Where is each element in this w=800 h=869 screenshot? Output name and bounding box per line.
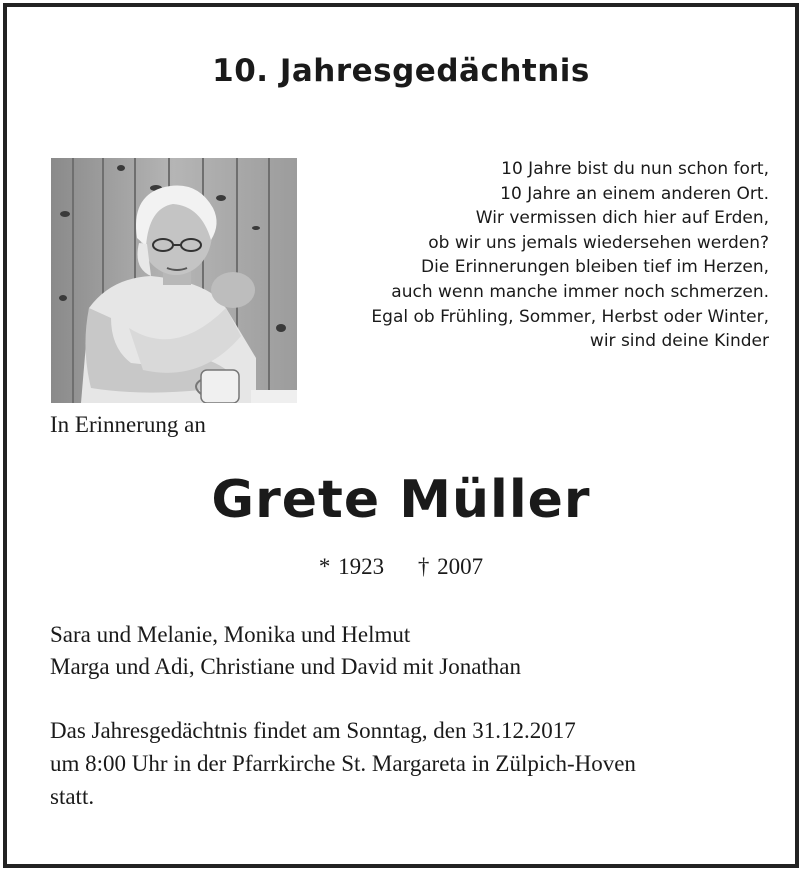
deceased-name: Grete Müller — [211, 470, 591, 530]
family-line: Sara und Melanie, Monika und Helmut — [50, 622, 411, 647]
poem-line: Egal ob Frühling, Sommer, Herbst oder Winter, — [371, 306, 769, 327]
poem-line: Wir vermissen dich hier auf Erden, — [475, 208, 769, 229]
memory-line: In Erinnerung an — [50, 412, 206, 437]
family-line: Marga und Adi, Christiane und David mit Jonathan — [50, 654, 522, 679]
notice-frame — [3, 3, 799, 868]
poem-line: wir sind deine Kinder — [589, 331, 769, 352]
family-names — [50, 619, 521, 683]
birth-year: * 1923 — [318, 554, 385, 579]
poem-line: 10 Jahre an einem anderen Ort. — [500, 183, 769, 204]
death-year: † 2007 — [417, 554, 484, 579]
poem-line: ob wir uns jemals wiedersehen werden? — [428, 232, 769, 253]
service-info — [50, 714, 770, 813]
service-line: statt. — [50, 784, 95, 809]
notice-heading: 10. Jahresgedächtnis — [212, 53, 590, 89]
poem-line: auch wenn manche immer noch schmerzen. — [391, 281, 769, 302]
memorial-poem — [249, 157, 769, 354]
life-dates — [7, 554, 795, 580]
service-line: Das Jahresgedächtnis findet am Sonntag, den 31.12.2017 — [50, 718, 576, 743]
poem-line: 10 Jahre bist du nun schon fort, — [501, 159, 769, 179]
service-line: um 8:00 Uhr in der Pfarrkirche St. Margareta in Zülpich-Hoven — [50, 751, 636, 776]
poem-line: Die Erinnerungen bleiben tief im Herzen, — [421, 257, 769, 278]
